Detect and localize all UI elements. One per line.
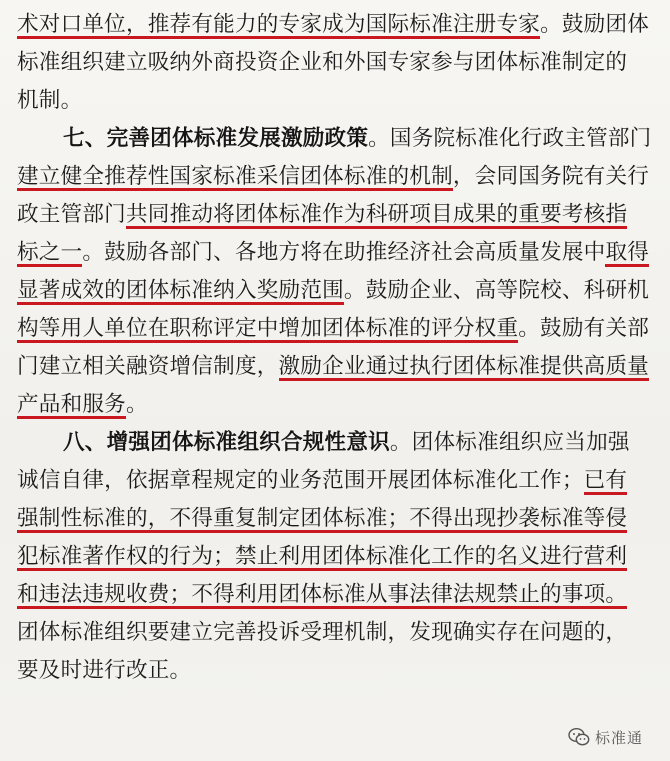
text-segment: 机制。 bbox=[17, 88, 83, 113]
text-line bbox=[17, 314, 657, 344]
text-line bbox=[17, 200, 657, 230]
watermark-text: 标准通 bbox=[595, 728, 644, 747]
underlined-text: 显著成效的团体标准纳入奖励范围 bbox=[17, 278, 344, 303]
underlined-text: 取得 bbox=[605, 240, 650, 265]
text-segment: 要及时进行改正。 bbox=[17, 658, 192, 683]
text-segment: 。团体标准组织应当加强 bbox=[389, 430, 630, 455]
text-segment: 团体标准组织要建立完善投诉受理机制，发现确实存在问题的， bbox=[17, 620, 628, 645]
text-line bbox=[17, 618, 657, 648]
text-line bbox=[17, 238, 657, 268]
underlined-text: 标之一 bbox=[17, 240, 83, 265]
text-line bbox=[17, 580, 657, 610]
text-segment: 门建立相关融资增信制度， bbox=[17, 354, 279, 379]
underlined-text: 共同推动将团体标准作为科研项目成果的重要考核指 bbox=[125, 202, 628, 227]
underlined-text: 产品和服务 bbox=[17, 392, 126, 417]
text-line bbox=[17, 542, 657, 572]
text-segment: 诚信自律，依据章程规定的业务范围开展团体标准化工作； bbox=[17, 468, 584, 493]
underlined-text: 激励企业通过执行团体标准提供高质量 bbox=[278, 354, 650, 379]
text-segment: 。 bbox=[125, 392, 148, 417]
text-line bbox=[17, 86, 657, 116]
text-line bbox=[17, 352, 657, 382]
underlined-text: 构等用人单位在职称评定中增加团体标准的评分权重 bbox=[17, 316, 519, 341]
text-line bbox=[17, 466, 657, 496]
watermark bbox=[568, 722, 664, 752]
text-line bbox=[17, 162, 657, 192]
text-segment: 。鼓励有关部 bbox=[518, 316, 650, 341]
wechat-icon bbox=[568, 727, 590, 747]
underlined-text: 已有 bbox=[583, 468, 628, 493]
text-segment: 。鼓励企业、高等院校、科研机 bbox=[343, 278, 650, 303]
text-line bbox=[17, 276, 657, 306]
text-line bbox=[17, 504, 657, 534]
text-segment: 。国务院标准化行政主管部门 bbox=[368, 126, 652, 151]
text-line bbox=[63, 124, 657, 154]
text-segment: ，会同国务院有关行 bbox=[452, 164, 650, 189]
text-segment: 。鼓励各部门、各地方将在助推经济社会高质量发展中 bbox=[82, 240, 606, 265]
underlined-text: 强制性标准的，不得重复制定团体标准；不得出现抄袭标准等侵 bbox=[17, 506, 628, 531]
section-heading: 七、完善团体标准发展激励政策 bbox=[63, 126, 369, 151]
text-line bbox=[63, 428, 657, 458]
text-segment: 标准组织建立吸纳外商投资企业和外国专家参与团体标准制定的 bbox=[17, 50, 628, 75]
section-heading: 八、增强团体标准组织合规性意识 bbox=[63, 430, 390, 455]
text-line bbox=[17, 656, 657, 686]
text-segment: 政主管部门 bbox=[17, 202, 126, 227]
underlined-text: 术对口单位，推荐有能力的专家成为国际标准注册专家 bbox=[17, 12, 541, 37]
underlined-text: 犯标准著作权的行为；禁止利用团体标准化工作的名义进行营利 bbox=[17, 544, 628, 569]
underlined-text: 建立健全推荐性国家标准采信团体标准的机制 bbox=[17, 164, 453, 189]
text-line bbox=[17, 390, 657, 420]
text-segment: 。鼓励团体 bbox=[540, 12, 650, 37]
underlined-text: 和违法违规收费；不得利用团体标准从事法律法规禁止的事项。 bbox=[17, 582, 628, 607]
text-line bbox=[17, 48, 657, 78]
text-line bbox=[17, 10, 657, 40]
